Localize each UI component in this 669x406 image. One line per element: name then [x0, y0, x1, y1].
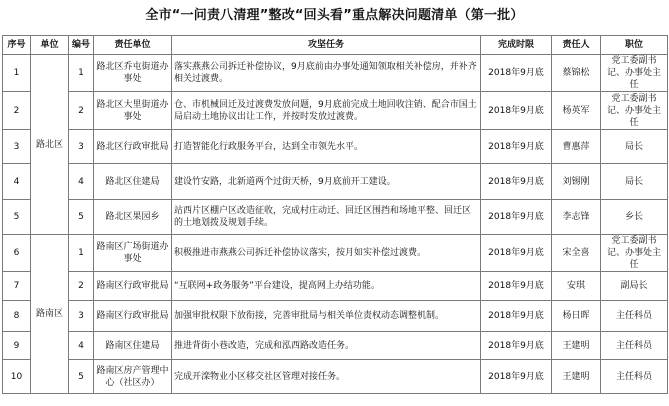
num-cell: 2: [69, 272, 94, 301]
num-cell: 3: [69, 130, 94, 164]
deadline-cell: 2018年9月底: [481, 130, 552, 164]
column-header: 攻坚任务: [172, 36, 481, 55]
position-cell: 主任科员: [601, 360, 668, 394]
table-row: [3, 164, 668, 200]
column-header: 完成时限: [481, 36, 552, 55]
district-cell-south: 路南区: [31, 235, 69, 394]
column-header: 责任人: [552, 36, 601, 55]
column-header: 序号: [3, 36, 31, 55]
task-cell: 仓、市机械回迁及过渡费发放问题，9月底前完成土地回收注销、配合市国土局启动土地协议出让工作，并按时发放过渡费。: [172, 92, 481, 130]
person-cell: 刘锡刚: [552, 164, 601, 200]
seq-cell: 2: [3, 92, 31, 130]
position-cell: 党工委副书记、办事处主任: [601, 92, 668, 130]
column-header: 单位: [31, 36, 69, 55]
table-row: [3, 332, 668, 360]
seq-cell: 8: [3, 301, 31, 332]
deadline-cell: 2018年9月底: [481, 200, 552, 235]
column-header: 责任单位: [94, 36, 172, 55]
task-cell: 积极推进市燕燕公司拆迁补偿协议落实，按月如实补偿过渡费。: [172, 235, 481, 272]
person-cell: 杨日晖: [552, 301, 601, 332]
num-cell: 3: [69, 301, 94, 332]
table-row: [3, 360, 668, 394]
deadline-cell: 2018年9月底: [481, 164, 552, 200]
seq-cell: 3: [3, 130, 31, 164]
task-cell: 完成开滦物业小区移交社区管理对接任务。: [172, 360, 481, 394]
task-cell: “互联网+政务服务”平台建设，提高网上办结功能。: [172, 272, 481, 301]
deadline-cell: 2018年9月底: [481, 301, 552, 332]
table-row: [3, 55, 668, 92]
document-title: 全市“一问责八清理”整改“回头看”重点解决问题清单（第一批）: [145, 8, 524, 23]
deadline-cell: 2018年9月底: [481, 360, 552, 394]
unit-cell: 路北区大里街道办事处: [94, 92, 172, 130]
task-table: [2, 35, 668, 394]
unit-cell: 路北区行政审批局: [94, 130, 172, 164]
person-cell: 安琪: [552, 272, 601, 301]
table-row: [3, 92, 668, 130]
unit-cell: 路南区行政审批局: [94, 272, 172, 301]
position-cell: 党工委副书记、办事处主任: [601, 55, 668, 92]
seq-cell: 7: [3, 272, 31, 301]
position-cell: 主任科员: [601, 332, 668, 360]
task-cell: 推进背街小巷改造，完成和泓西路改造任务。: [172, 332, 481, 360]
seq-cell: 4: [3, 164, 31, 200]
task-cell: 建设竹安路，北新道两个过街天桥，9月底前开工建设。: [172, 164, 481, 200]
num-cell: 4: [69, 332, 94, 360]
column-header: 职位: [601, 36, 668, 55]
task-cell: 加强审批权限下放衔接，完善审批局与相关单位责权动态调整机制。: [172, 301, 481, 332]
position-cell: 副局长: [601, 272, 668, 301]
num-cell: 2: [69, 92, 94, 130]
person-cell: 宋全喜: [552, 235, 601, 272]
table-row: [3, 235, 668, 272]
unit-cell: 路南区房产管理中心（社区办）: [94, 360, 172, 394]
person-cell: 王建明: [552, 360, 601, 394]
unit-cell: 路北区乔屯街道办事处: [94, 55, 172, 92]
unit-cell: 路南区住建局: [94, 332, 172, 360]
seq-cell: 5: [3, 200, 31, 235]
seq-cell: 1: [3, 55, 31, 92]
position-cell: 局长: [601, 130, 668, 164]
unit-cell: 路北区住建局: [94, 164, 172, 200]
deadline-cell: 2018年9月底: [481, 55, 552, 92]
unit-cell: 路北区果园乡: [94, 200, 172, 235]
num-cell: 5: [69, 200, 94, 235]
position-cell: 局长: [601, 164, 668, 200]
deadline-cell: 2018年9月底: [481, 272, 552, 301]
table-row: [3, 200, 668, 235]
table-row: [3, 130, 668, 164]
num-cell: 1: [69, 235, 94, 272]
position-cell: 乡长: [601, 200, 668, 235]
deadline-cell: 2018年9月底: [481, 92, 552, 130]
num-cell: 4: [69, 164, 94, 200]
position-cell: 主任科员: [601, 301, 668, 332]
seq-cell: 10: [3, 360, 31, 394]
deadline-cell: 2018年9月底: [481, 235, 552, 272]
table-row: [3, 301, 668, 332]
num-cell: 1: [69, 55, 94, 92]
column-header: 编号: [69, 36, 94, 55]
person-cell: 杨英军: [552, 92, 601, 130]
table-header-row: [3, 36, 668, 55]
seq-cell: 6: [3, 235, 31, 272]
task-cell: 落实燕燕公司拆迁补偿协议，9月底前由办事处通知领取相关补偿房，并补齐相关过渡费。: [172, 55, 481, 92]
position-cell: 党工委副书记、办事处主任: [601, 235, 668, 272]
num-cell: 5: [69, 360, 94, 394]
person-cell: 王建明: [552, 332, 601, 360]
unit-cell: 路南区行政审批局: [94, 301, 172, 332]
table-row: [3, 272, 668, 301]
task-cell: 打造智能化行政服务平台，达到全市领先水平。: [172, 130, 481, 164]
person-cell: 曹惠萍: [552, 130, 601, 164]
district-cell-north: 路北区: [31, 55, 69, 235]
seq-cell: 9: [3, 332, 31, 360]
person-cell: 李志锋: [552, 200, 601, 235]
task-cell: 站西片区棚户区改造征收，完成村庄动迁、回迁区围挡和场地平整、回迁区的土地划拨及规划手续。: [172, 200, 481, 235]
deadline-cell: 2018年9月底: [481, 332, 552, 360]
person-cell: 蔡锦松: [552, 55, 601, 92]
unit-cell: 路南区广场街道办事处: [94, 235, 172, 272]
